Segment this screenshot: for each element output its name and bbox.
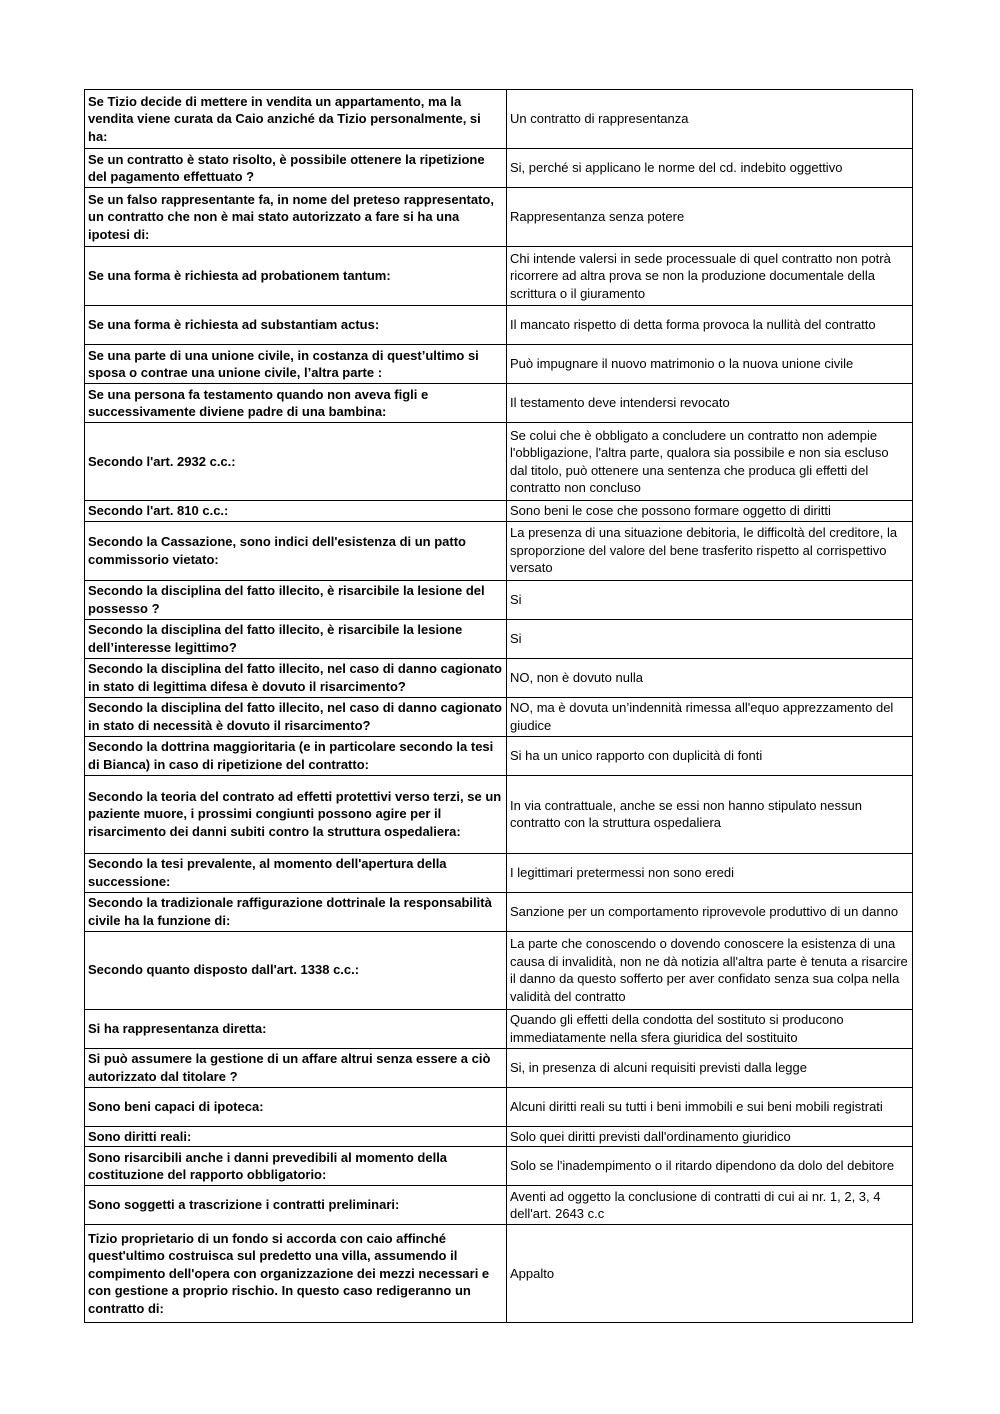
question-cell: Se Tizio decide di mettere in vendita un appartamento, ma la vendita viene curata da Caio anziché da Tizio personalmente, si ha: — [85, 90, 507, 149]
question-cell: Secondo la teoria del contrato ad effetti protettivi verso terzi, se un paziente muore, i prossimi congiunti possono agire per il risarcimento dei danni subiti contro la struttura ospedaliera: — [85, 775, 507, 853]
answer-cell: Il testamento deve intendersi revocato — [507, 384, 913, 423]
table-row — [85, 1225, 913, 1323]
question-cell: Secondo la disciplina del fatto illecito, nel caso di danno cagionato in stato di legittima difesa è dovuto il risarcimento? — [85, 658, 507, 697]
answer-cell: Rappresentanza senza potere — [507, 188, 913, 247]
answer-cell: Si, in presenza di alcuni requisiti previsti dalla legge — [507, 1048, 913, 1087]
answer-cell: Si — [507, 580, 913, 619]
table-row — [85, 306, 913, 345]
table-row — [85, 90, 913, 149]
answer-cell: Si, perché si applicano le norme del cd. indebito oggettivo — [507, 149, 913, 188]
answer-cell: I legittimari pretermessi non sono eredi — [507, 853, 913, 892]
answer-cell: Se colui che è obbligato a concludere un contratto non adempie l'obbligazione, l'altra parte, qualora sia possibile e non sia escluso dal titolo, può ottenere una sentenza che produca gli effetti del contratto non concluso — [507, 423, 913, 501]
answer-cell: Si ha un unico rapporto con duplicità di fonti — [507, 736, 913, 775]
answer-cell: Solo se l'inadempimento o il ritardo dipendono da dolo del debitore — [507, 1147, 913, 1186]
table-row — [85, 1147, 913, 1186]
table-row — [85, 1009, 913, 1048]
question-cell: Secondo la disciplina del fatto illecito, è risarcibile la lesione dell’interesse legittimo? — [85, 619, 507, 658]
answer-cell: Sanzione per un comportamento riprovevole produttivo di un danno — [507, 892, 913, 931]
question-cell: Si ha rappresentanza diretta: — [85, 1009, 507, 1048]
question-cell: Se una forma è richiesta ad probationem tantum: — [85, 247, 507, 306]
table-row — [85, 892, 913, 931]
question-cell: Secondo la disciplina del fatto illecito, è risarcibile la lesione del possesso ? — [85, 580, 507, 619]
question-cell: Sono soggetti a trascrizione i contratti preliminari: — [85, 1186, 507, 1225]
table-row — [85, 619, 913, 658]
table-row — [85, 1126, 913, 1147]
answer-cell: Aventi ad oggetto la conclusione di contratti di cui ai nr. 1, 2, 3, 4 dell'art. 2643 c.c — [507, 1186, 913, 1225]
document-page — [84, 89, 912, 1323]
question-cell: Se un contratto è stato risolto, è possibile ottenere la ripetizione del pagamento effettuato ? — [85, 149, 507, 188]
answer-cell: La presenza di una situazione debitoria, le difficoltà del creditore, la sproporzione del valore del bene trasferito rispetto al corrispettivo versato — [507, 521, 913, 580]
answer-cell: Si — [507, 619, 913, 658]
answer-cell: NO, non è dovuto nulla — [507, 658, 913, 697]
question-cell: Sono risarcibili anche i danni prevedibili al momento della costituzione del rapporto obbligatorio: — [85, 1147, 507, 1186]
answer-cell: Quando gli effetti della condotta del sostituto si producono immediatamente nella sfera giuridica del sostituito — [507, 1009, 913, 1048]
answer-cell: Chi intende valersi in sede processuale di quel contratto non potrà ricorrere ad altra prova se non la produzione documentale della scrittura o il giuramento — [507, 247, 913, 306]
question-cell: Se un falso rappresentante fa, in nome del preteso rappresentato, un contratto che non è mai stato autorizzato a fare si ha una ipotesi di: — [85, 188, 507, 247]
qa-table — [84, 89, 913, 1323]
question-cell: Sono beni capaci di ipoteca: — [85, 1087, 507, 1126]
table-row — [85, 775, 913, 853]
table-row — [85, 658, 913, 697]
answer-cell: Solo quei diritti previsti dall'ordinamento giuridico — [507, 1126, 913, 1147]
question-cell: Secondo la disciplina del fatto illecito, nel caso di danno cagionato in stato di necessità è dovuto il risarcimento? — [85, 697, 507, 736]
table-row — [85, 345, 913, 384]
table-row — [85, 501, 913, 522]
answer-cell: Il mancato rispetto di detta forma provoca la nullità del contratto — [507, 306, 913, 345]
table-row — [85, 521, 913, 580]
table-row — [85, 1048, 913, 1087]
table-row — [85, 853, 913, 892]
table-row — [85, 149, 913, 188]
question-cell: Secondo l'art. 810 c.c.: — [85, 501, 507, 522]
answer-cell: Sono beni le cose che possono formare oggetto di diritti — [507, 501, 913, 522]
table-row — [85, 697, 913, 736]
table-row — [85, 1087, 913, 1126]
table-row — [85, 384, 913, 423]
table-row — [85, 423, 913, 501]
question-cell: Se una forma è richiesta ad substantiam actus: — [85, 306, 507, 345]
table-row — [85, 1186, 913, 1225]
answer-cell: In via contrattuale, anche se essi non hanno stipulato nessun contratto con la struttura ospedaliera — [507, 775, 913, 853]
question-cell: Secondo l'art. 2932 c.c.: — [85, 423, 507, 501]
table-row — [85, 580, 913, 619]
answer-cell: Un contratto di rappresentanza — [507, 90, 913, 149]
answer-cell: Appalto — [507, 1225, 913, 1323]
question-cell: Si può assumere la gestione di un affare altrui senza essere a ciò autorizzato dal titolare ? — [85, 1048, 507, 1087]
question-cell: Secondo la tradizionale raffigurazione dottrinale la responsabilità civile ha la funzione di: — [85, 892, 507, 931]
answer-cell: NO, ma è dovuta un’indennità rimessa all'equo apprezzamento del giudice — [507, 697, 913, 736]
table-row — [85, 736, 913, 775]
question-cell: Secondo la tesi prevalente, al momento dell'apertura della successione: — [85, 853, 507, 892]
question-cell: Secondo quanto disposto dall'art. 1338 c.c.: — [85, 931, 507, 1009]
table-row — [85, 247, 913, 306]
question-cell: Tizio proprietario di un fondo si accorda con caio affinché quest'ultimo costruisca sul predetto una villa, assumendo il compimento dell'opera con organizzazione dei mezzi necessari e con gestione a proprio rischio. In questo caso redigeranno un contratto di: — [85, 1225, 507, 1323]
question-cell: Se una persona fa testamento quando non aveva figli e successivamente diviene padre di una bambina: — [85, 384, 507, 423]
answer-cell: Può impugnare il nuovo matrimonio o la nuova unione civile — [507, 345, 913, 384]
qa-table-body — [85, 90, 913, 1323]
question-cell: Secondo la dottrina maggioritaria (e in particolare secondo la tesi di Bianca) in caso di ripetizione del contratto: — [85, 736, 507, 775]
answer-cell: Alcuni diritti reali su tutti i beni immobili e sui beni mobili registrati — [507, 1087, 913, 1126]
question-cell: Sono diritti reali: — [85, 1126, 507, 1147]
table-row — [85, 188, 913, 247]
question-cell: Secondo la Cassazione, sono indici dell'esistenza di un patto commissorio vietato: — [85, 521, 507, 580]
table-row — [85, 931, 913, 1009]
answer-cell: La parte che conoscendo o dovendo conoscere la esistenza di una causa di invalidità, non ne dà notizia all'altra parte è tenuta a risarcire il danno da questo sofferto per aver confidato senza sua colpa nella validità del contratto — [507, 931, 913, 1009]
question-cell: Se una parte di una unione civile, in costanza di quest’ultimo si sposa o contrae una unione civile, l’altra parte : — [85, 345, 507, 384]
